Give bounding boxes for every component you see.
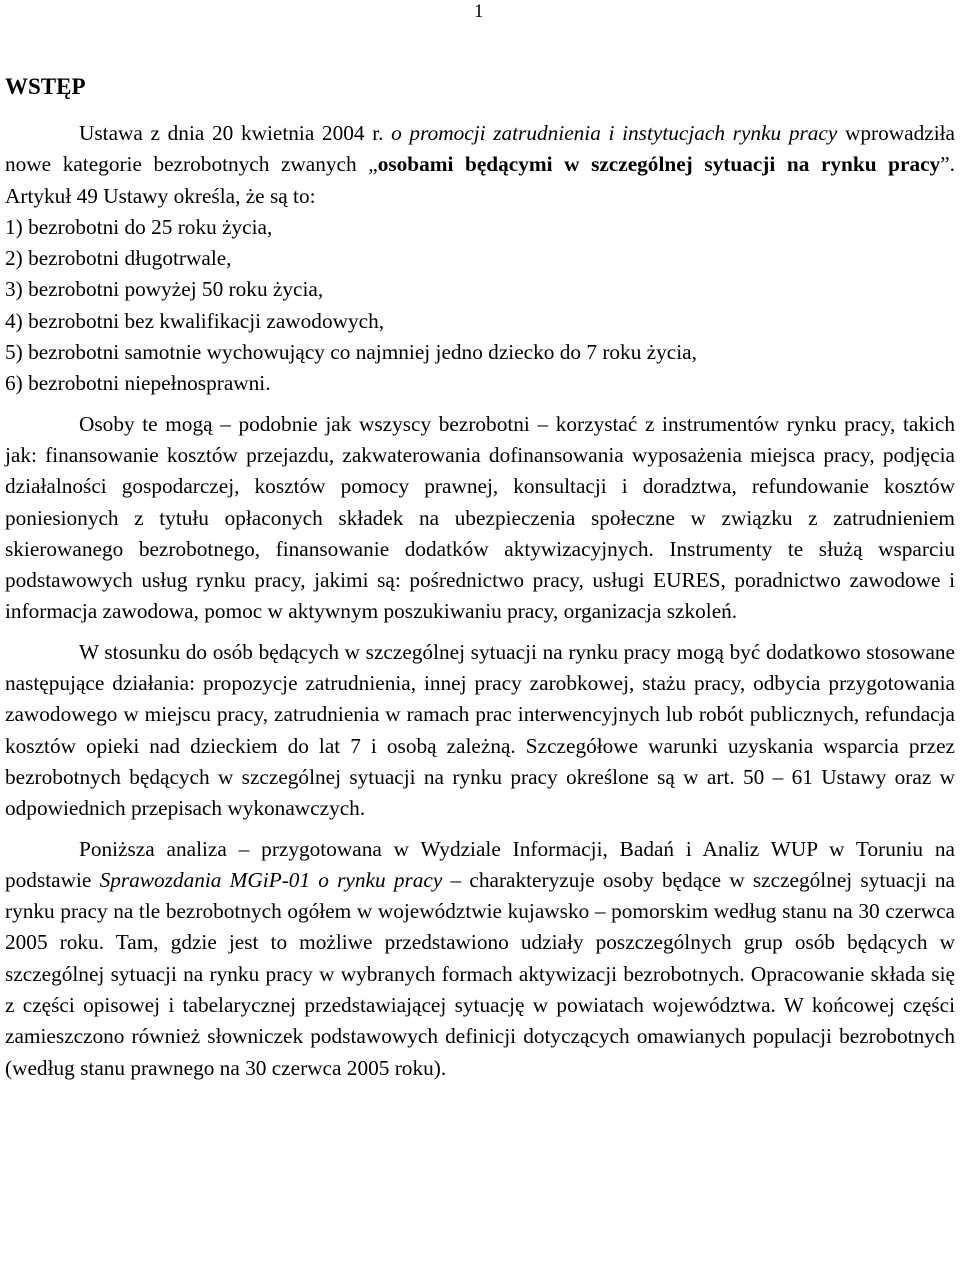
- list-item: 5) bezrobotni samotnie wychowujący co najmniej jedno dziecko do 7 roku życia,: [5, 340, 697, 365]
- category-list: [5, 212, 955, 400]
- document-body: [5, 118, 955, 1084]
- intro-text-3: ”. Artykuł 49 Ustawy określa, że są to:: [5, 152, 955, 208]
- additional-measures-paragraph: W stosunku do osób będących w szczególnej sytuacji na rynku pracy mogą być dodatkowo stosowane następujące działania: propozycje zatrudnienia, innej pracy zarobkowej, stażu pracy, odbycia przygotowania zawodowego w miejscu pracy, zatrudnienia w ramach prac interwencyjnych lub robót publicznych, refundacja kosztów opieki nad dzieckiem do lat 7 i osobą zależną. Szczegółowe warunki uzyskania wsparcia przez bezrobotnych będących w szczególnej sytuacji na rynku pracy określone są w art. 50 – 61 Ustawy oraz w odpowiednich przepisach wykonawczych.: [5, 639, 955, 821]
- act-title: o promocji zatrudnienia i instytucjach rynku pracy: [391, 121, 838, 145]
- section-heading: WSTĘP: [5, 74, 86, 99]
- page-number: 1: [474, 1, 484, 22]
- intro-paragraph: [5, 118, 955, 212]
- analysis-text-1: Poniższa analiza – przygotowana w Wydziale Informacji, Badań i Analiz WUP w Toruniu na podstawie: [5, 836, 955, 892]
- list-item: 1) bezrobotni do 25 roku życia,: [5, 214, 273, 239]
- list-item: 3) bezrobotni powyżej 50 roku życia,: [5, 277, 324, 302]
- list-item: 6) bezrobotni niepełnosprawni.: [5, 371, 271, 396]
- analysis-paragraph: [5, 834, 955, 1084]
- category-name: osobami będącymi w szczególnej sytuacji na rynku pracy: [377, 152, 941, 177]
- list-item: 4) bezrobotni bez kwalifikacji zawodowych,: [5, 308, 385, 333]
- intro-text-2: wprowadziła nowe kategorie bezrobotnych zwanych „: [5, 121, 955, 177]
- instruments-paragraph: Osoby te mogą – podobnie jak wszyscy bezrobotni – korzystać z instrumentów rynku pracy, takich jak: finansowanie kosztów przejazdu, zakwaterowania dofinansowania wyposażenia miejsca pracy, podjęcia działalności gospodarczej, kosztów pomocy prawnej, konsultacji i doradztwa, refundowanie kosztów poniesionych z tytułu opłaconych składek na ubezpieczenia społeczne w związku z zatrudnieniem skierowanego bezrobotnego, finansowanie dodatków aktywizacyjnych. Instrumenty te służą wsparciu podstawowych usług rynku pracy, jakimi są: pośrednictwo pracy, usługi EURES, poradnictwo zawodowe i informacja zawodowa, pomoc w aktywnym poszukiwaniu pracy, organizacja szkoleń.: [5, 411, 955, 624]
- list-item: 2) bezrobotni długotrwale,: [5, 246, 232, 271]
- intro-text-1: Ustawa z dnia 20 kwietnia 2004 r.: [79, 121, 392, 145]
- report-title: Sprawozdania MGiP-01 o rynku pracy: [99, 867, 443, 892]
- analysis-text-2: – charakteryzuje osoby będące w szczególnej sytuacji na rynku pracy na tle bezrobotnych ogółem w województwie kujawsko – pomorskim według stanu na 30 czerwca 2005 roku. Tam, gdzie jest to możliwe przedstawiono udziały poszczególnych grup osób będących w szczególnej sytuacji na rynku pracy w wybranych formach aktywizacji bezrobotnych. Opracowanie składa się z części opisowej i tabelarycznej przedstawiającej sytuację w powiatach województwa. W końcowej części zamieszczono również słowniczek podstawowych definicji dotyczących omawianych populacji bezrobotnych (według stanu prawnego na 30 czerwca 2005 roku).: [5, 867, 955, 1080]
